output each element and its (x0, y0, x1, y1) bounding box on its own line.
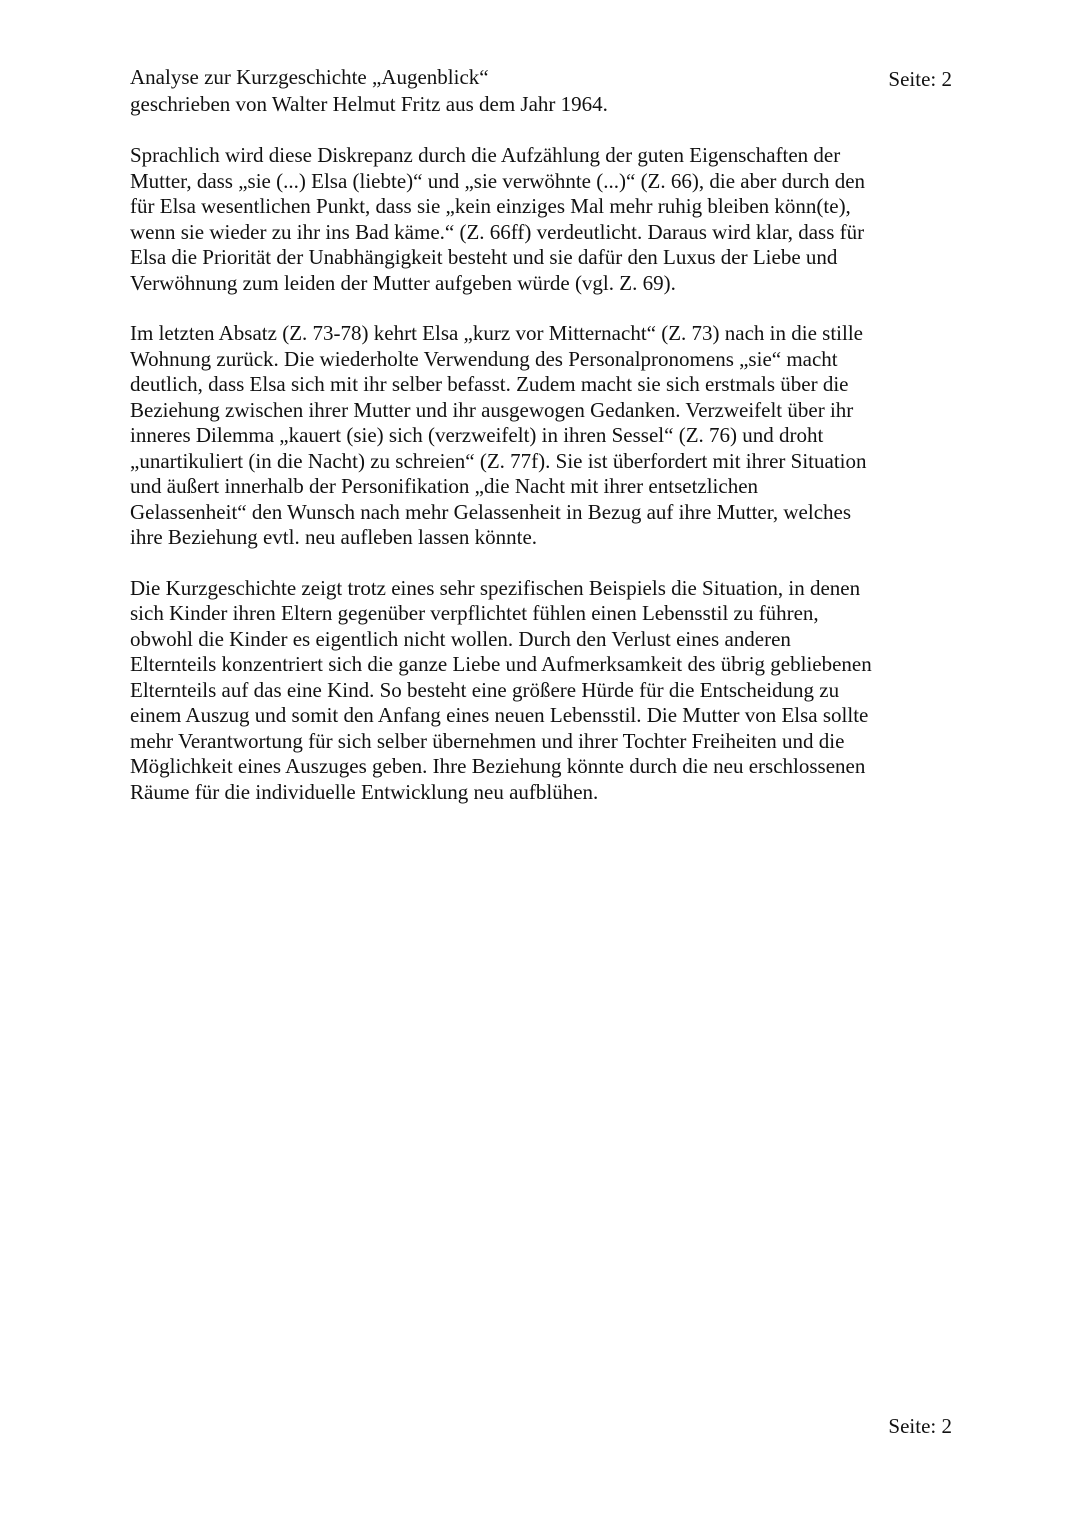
paragraph-line: Elsa die Priorität der Unabhängigkeit besteht und sie dafür den Luxus der Liebe und (130, 245, 838, 269)
paragraph-line: obwohl die Kinder es eigentlich nicht wollen. Durch den Verlust eines anderen (130, 626, 791, 651)
paragraph-line: Räume für die individuelle Entwicklung neu aufblühen. (130, 779, 599, 804)
paragraph-3 (130, 576, 952, 806)
paragraph-line: Elternteils konzentriert sich die ganze Liebe und Aufmerksamkeit des übrig gebliebenen (130, 652, 872, 676)
paragraph-line: Verwöhnung zum leiden der Mutter aufgeben würde (vgl. Z. 69). (130, 270, 676, 295)
header-title-line: Analyse zur Kurzgeschichte „Augenblick“ (130, 65, 489, 89)
paragraph-line: Elternteils auf das eine Kind. So besteht eine größere Hürde für die Entscheidung zu (130, 677, 840, 702)
paragraph-line: inneres Dilemma „kauert (sie) sich (verzweifelt) in ihren Sessel“ (Z. 76) und droht (130, 423, 824, 447)
paragraph-line: „unartikuliert (in die Nacht) zu schreien“ (Z. 77f). Sie ist überfordert mit ihrer Situation (130, 448, 867, 473)
paragraph-line: Die Kurzgeschichte zeigt trotz eines sehr spezifischen Beispiels die Situation, in denen (130, 575, 861, 600)
paragraph-line: Beziehung zwischen ihrer Mutter und ihr ausgewogen Gedanken. Verzweifelt über ihr (130, 397, 854, 422)
paragraph-line: Möglichkeit eines Auszuges geben. Ihre Beziehung könnte durch die neu erschlossenen (130, 754, 866, 778)
paragraph-line: wenn sie wieder zu ihr ins Bad käme.“ (Z. 66ff) verdeutlicht. Daraus wird klar, dass für (130, 219, 865, 244)
paragraph-2 (130, 321, 952, 551)
paragraph-1 (130, 143, 952, 296)
document-header (130, 64, 952, 118)
paragraph-line: Wohnung zurück. Die wiederholte Verwendung des Personalpronomens „sie“ macht (130, 346, 838, 371)
paragraph-line: deutlich, dass Elsa sich mit ihr selber befasst. Zudem macht sie sich erstmals über die (130, 372, 849, 396)
paragraph-line: mehr Verantwortung für sich selber übernehmen und ihrer Tochter Freiheiten und die (130, 728, 845, 753)
paragraph-line: Im letzten Absatz (Z. 73-78) kehrt Elsa „kurz vor Mitternacht“ (Z. 73) nach in die stille (130, 321, 864, 345)
paragraph-line: und äußert innerhalb der Personifikation „die Nacht mit ihrer entsetzlichen (130, 474, 759, 498)
paragraph-line: Gelassenheit“ den Wunsch nach mehr Gelassenheit in Bezug auf ihre Mutter, welches (130, 499, 852, 524)
paragraph-line: Sprachlich wird diese Diskrepanz durch die Aufzählung der guten Eigenschaften der (130, 143, 841, 167)
paragraph-line: Mutter, dass „sie (...) Elsa (liebte)“ und „sie verwöhnte (...)“ (Z. 66), die aber durch den (130, 168, 866, 193)
paragraph-line: ihre Beziehung evtl. neu aufleben lassen könnte. (130, 525, 538, 549)
document-body (130, 143, 952, 830)
page-number-top: Seite: 2 (888, 67, 952, 91)
paragraph-line: einem Auszug und somit den Anfang eines neuen Lebensstil. Die Mutter von Elsa sollte (130, 703, 869, 727)
paragraph-line: sich Kinder ihren Eltern gegenüber verpflichtet fühlen einen Lebensstil zu führen, (130, 601, 819, 625)
header-subtitle-line: geschrieben von Walter Helmut Fritz aus dem Jahr 1964. (130, 92, 608, 116)
page-number-bottom: Seite: 2 (888, 1414, 952, 1438)
paragraph-line: für Elsa wesentlichen Punkt, dass sie „kein einziges Mal mehr ruhig bleiben könn(te), (130, 194, 851, 218)
